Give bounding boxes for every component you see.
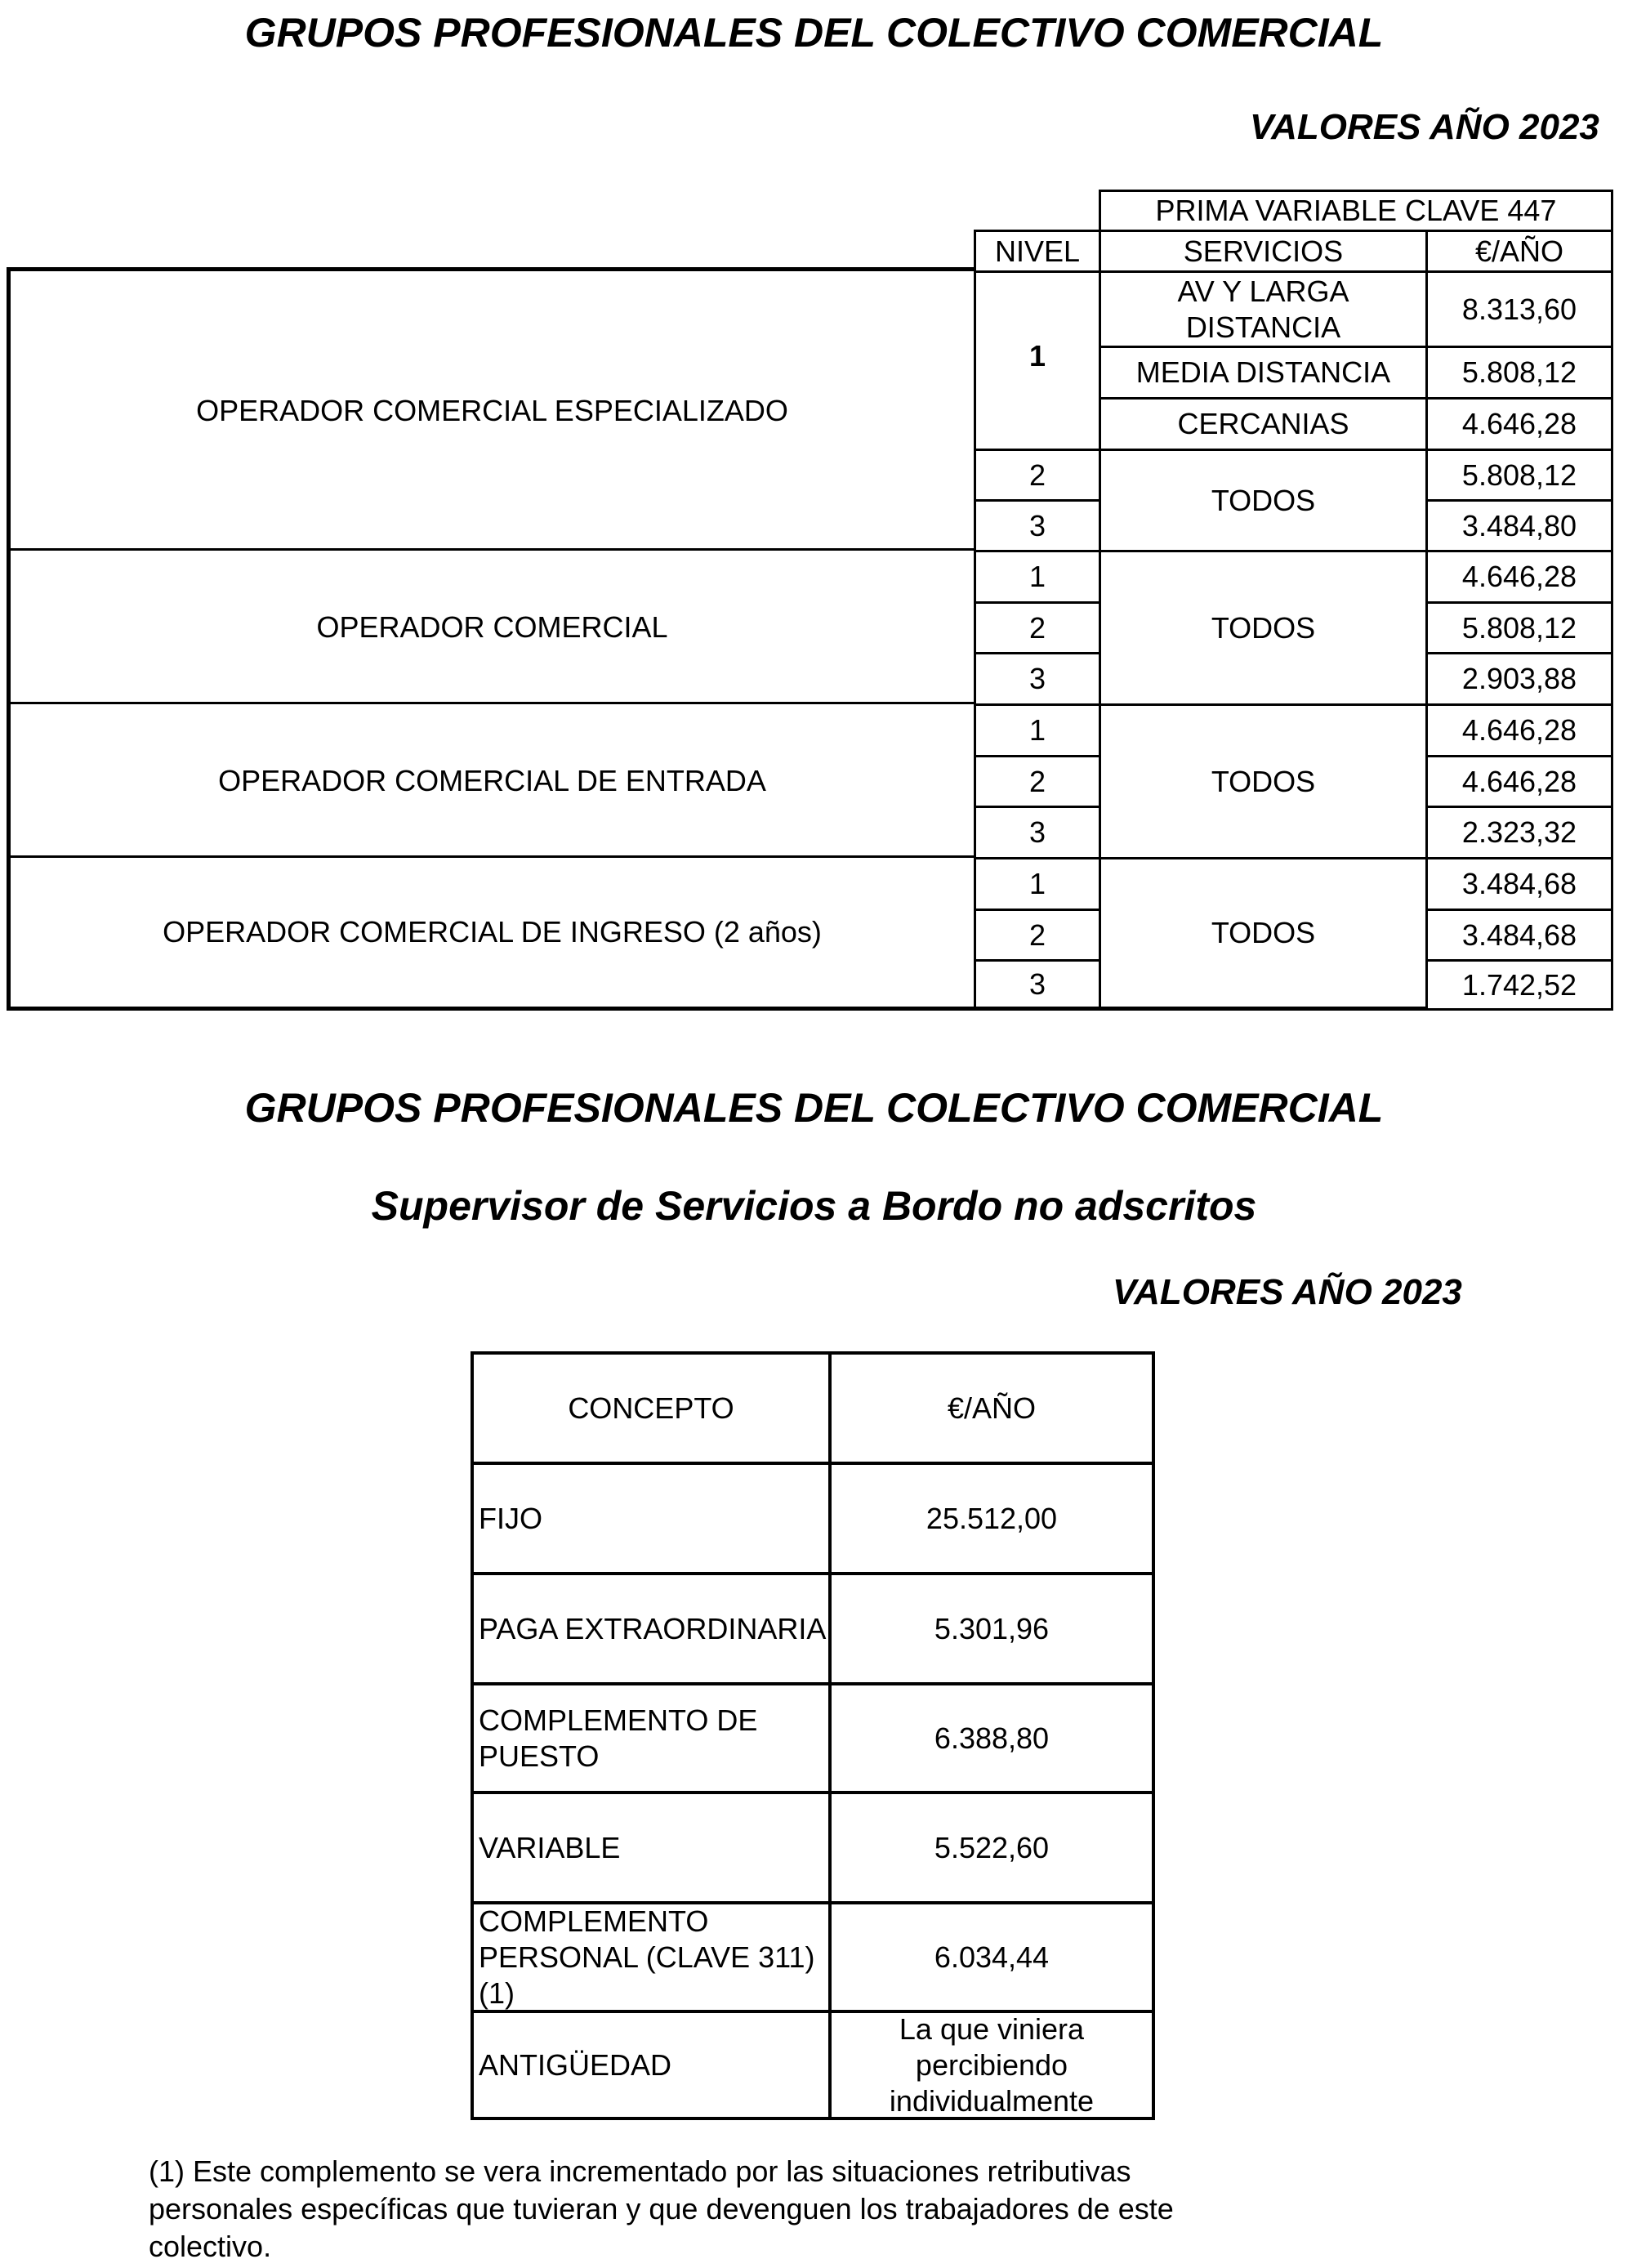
- nivel-cell: 1: [974, 270, 1099, 449]
- header-servicios: SERVICIOS: [1099, 230, 1425, 270]
- concepto-cell: ANTIGÜEDAD: [471, 2010, 828, 2120]
- valor-cell: 2.323,32: [1425, 806, 1613, 857]
- group-name: OPERADOR COMERCIAL DE INGRESO (2 años): [7, 855, 974, 1011]
- valor-cell: La que viniera percibiendo individualmente: [828, 2010, 1155, 2120]
- header-euro-ano: €/AÑO: [1425, 230, 1613, 270]
- valor-cell: 4.646,28: [1425, 755, 1613, 806]
- valor-cell: 8.313,60: [1425, 270, 1613, 346]
- header-prima-variable: PRIMA VARIABLE CLAVE 447: [1099, 190, 1613, 230]
- valor-cell: 5.808,12: [1425, 449, 1613, 499]
- header-euro-ano: €/AÑO: [828, 1351, 1155, 1462]
- servicio-cell: TODOS: [1099, 550, 1425, 703]
- valor-cell: 4.646,28: [1425, 703, 1613, 755]
- nivel-cell: 3: [974, 959, 1099, 1011]
- servicio-cell: TODOS: [1099, 703, 1425, 857]
- section2-subtitle: Supervisor de Servicios a Bordo no adscritos: [371, 1183, 1257, 1229]
- nivel-cell: 2: [974, 755, 1099, 806]
- group-name: OPERADOR COMERCIAL: [7, 548, 974, 703]
- footnote: (1) Este complemento se vera incrementado por las situaciones retributivas personales específicas que tuvieran y que devenguen los trabajadores de este colectivo.: [149, 2154, 1174, 2263]
- nivel-cell: 2: [974, 449, 1099, 499]
- valor-cell: 5.808,12: [1425, 346, 1613, 397]
- valor-cell: 4.646,28: [1425, 550, 1613, 601]
- concepto-cell: FIJO: [471, 1462, 828, 1572]
- valor-cell: 3.484,80: [1425, 499, 1613, 550]
- valor-cell: 3.484,68: [1425, 857, 1613, 909]
- servicio-cell: TODOS: [1099, 857, 1425, 1011]
- nivel-cell: 2: [974, 909, 1099, 959]
- nivel-cell: 3: [974, 499, 1099, 550]
- valor-cell: 3.484,68: [1425, 909, 1613, 959]
- servicio-cell: AV Y LARGA DISTANCIA: [1099, 270, 1425, 346]
- section1-values-year: VALORES AÑO 2023: [1250, 107, 1599, 147]
- servicio-cell: MEDIA DISTANCIA: [1099, 346, 1425, 397]
- valor-cell: 1.742,52: [1425, 959, 1613, 1011]
- header-concepto: CONCEPTO: [471, 1351, 828, 1462]
- nivel-cell: 1: [974, 703, 1099, 755]
- nivel-cell: 1: [974, 857, 1099, 909]
- group-name: OPERADOR COMERCIAL DE ENTRADA: [7, 702, 974, 857]
- section2-values-year: VALORES AÑO 2023: [1113, 1272, 1462, 1312]
- valor-cell: 2.903,88: [1425, 652, 1613, 703]
- concepto-cell: VARIABLE: [471, 1791, 828, 1901]
- valor-cell: 5.808,12: [1425, 601, 1613, 652]
- concepto-cell: COMPLEMENTO PERSONAL (CLAVE 311) (1): [471, 1901, 828, 2010]
- group-name: OPERADOR COMERCIAL ESPECIALIZADO: [7, 267, 974, 550]
- valor-cell: 25.512,00: [828, 1462, 1155, 1572]
- valor-cell: 6.388,80: [828, 1682, 1155, 1791]
- nivel-cell: 1: [974, 550, 1099, 601]
- servicio-cell: CERCANIAS: [1099, 397, 1425, 449]
- section2-title: GRUPOS PROFESIONALES DEL COLECTIVO COMERCIAL: [244, 1085, 1384, 1131]
- section1-title: GRUPOS PROFESIONALES DEL COLECTIVO COMERCIAL: [244, 10, 1384, 56]
- servicio-cell: TODOS: [1099, 449, 1425, 550]
- nivel-cell: 3: [974, 806, 1099, 857]
- valor-cell: 6.034,44: [828, 1901, 1155, 2010]
- valor-cell: 5.522,60: [828, 1791, 1155, 1901]
- valor-cell: 5.301,96: [828, 1572, 1155, 1682]
- concepto-cell: COMPLEMENTO DE PUESTO: [471, 1682, 828, 1791]
- nivel-cell: 2: [974, 601, 1099, 652]
- nivel-cell: 3: [974, 652, 1099, 703]
- valor-cell: 4.646,28: [1425, 397, 1613, 449]
- header-nivel: NIVEL: [974, 230, 1099, 270]
- concepto-cell: PAGA EXTRAORDINARIA: [471, 1572, 828, 1682]
